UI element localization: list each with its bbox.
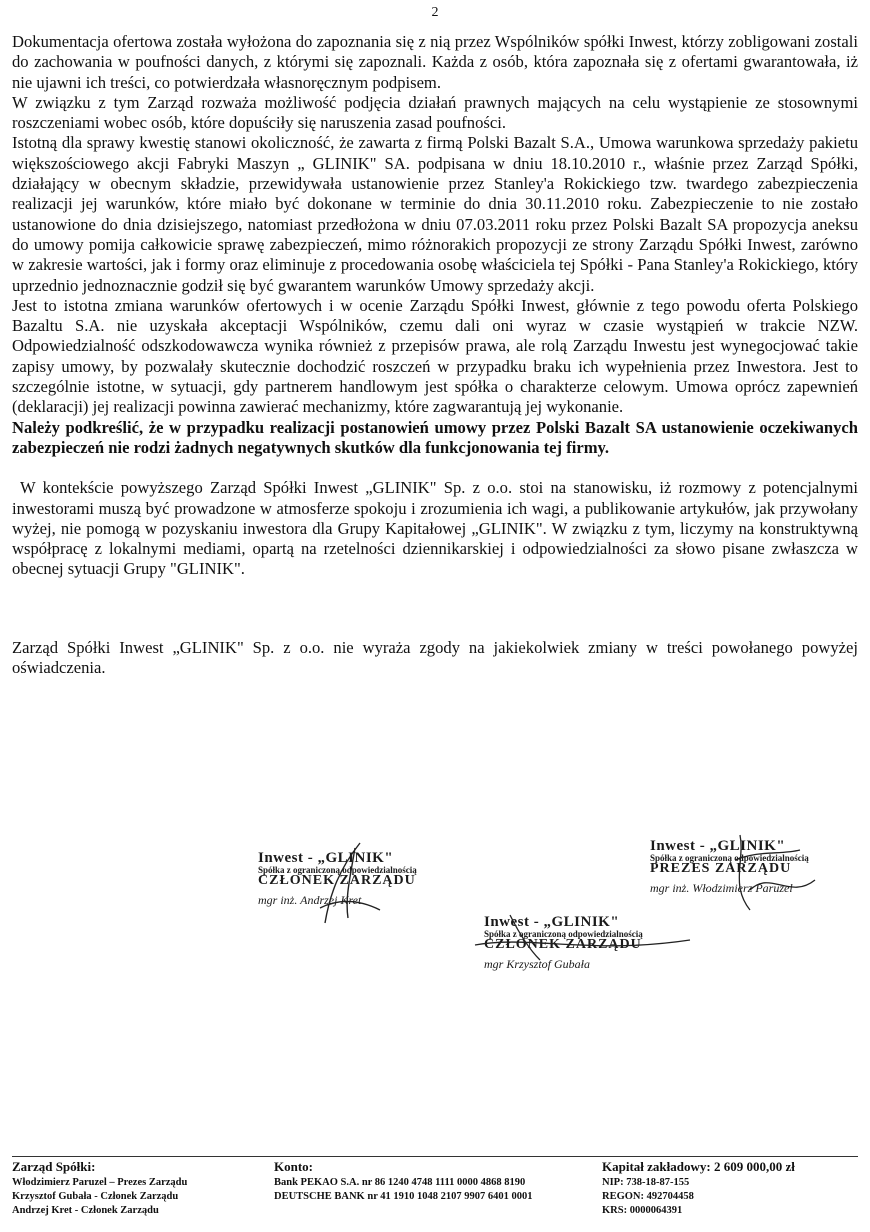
stamp-role: CZŁONEK ZARZĄDU bbox=[484, 937, 642, 952]
document-body bbox=[12, 32, 858, 678]
stamp-company: Inwest - „GLINIK" bbox=[484, 914, 620, 930]
stamp-name: mgr Krzysztof Gubała bbox=[484, 957, 591, 971]
paragraph-terms-change: Jest to istotna zmiana warunków ofertowych i w ocenie Zarządu Spółki Inwest, głównie z tego powodu oferta Polskiego Bazaltu S.A. nie uzyskała akceptacji Wspólników, czemu dali oni wyraz w czasie wystąpień w trakcie NZW. Odpowiedzialność odszkodowawcza wynika również z przepisów prawa, ale rolą Zarządu Inwestu jest wynegocjować takie zapisy umowy, by pozwalały skutecznie dochodzić roszczeń w przypadku braku ich wypełnienia przez Inwestora. Jest to szczególnie istotne, w sytuacji, gdy partnerem handlowym jest spółka o charakterze celowym. Umowa oprócz zapewnień (deklaracji) jej realizacji powinna zawierać mechanizmy, które zagwarantują jej wykonanie. bbox=[12, 295, 858, 417]
footer-board-line: Włodzimierz Paruzel – Prezes Zarządu bbox=[12, 1177, 188, 1188]
stamp-name: mgr inż. Andrzej Kret bbox=[258, 893, 362, 907]
stamp-prezes-zarzadu bbox=[650, 838, 870, 896]
paragraph-confidentiality: Dokumentacja ofertowa została wyłożona do zapoznania się z nią przez Wspólników spółki Inwest, którzy zobligowani zostali do zachowania w poufności danych, z którymi się zapoznali. Każda z osób, która zapoznała się z ofertami gwarantowała, iż nie ujawni ich treści, co potwierdzała własnoręcznym podpisem. bbox=[12, 32, 858, 92]
footer-account bbox=[274, 1159, 604, 1204]
paragraph-emphasis: Należy podkreślić, że w przypadku realizacji postanowień umowy przez Polski Bazalt SA ustanowienie oczekiwanych zabezpieczeń nie rodzi żadnych negatywnych skutków dla funkcjonowania tej firmy. bbox=[12, 417, 858, 457]
footer-board-line: Andrzej Kret - Członek Zarządu bbox=[12, 1205, 159, 1216]
footer-account-heading: Konto: bbox=[274, 1159, 313, 1174]
footer-account-line: DEUTSCHE BANK nr 41 1910 1048 2107 9907 6401 0001 bbox=[274, 1191, 533, 1202]
footer-divider bbox=[12, 1156, 858, 1157]
stamp-company: Inwest - „GLINIK" bbox=[650, 838, 786, 854]
paragraph-no-consent: Zarząd Spółki Inwest „GLINIK" Sp. z o.o. nie wyraża zgody na jakiekolwiek zmiany w treści powołanego powyżej oświadczenia. bbox=[12, 637, 858, 678]
footer-capital bbox=[602, 1159, 862, 1218]
footer-board-heading: Zarząd Spółki: bbox=[12, 1159, 96, 1174]
paragraph-position: W kontekście powyższego Zarząd Spółki Inwest „GLINIK" Sp. z o.o. stoi na stanowisku, iż rozmowy z potencjalnymi inwestorami muszą być prowadzone w atmosferze spokoju i zrozumienia ich wagi, a publikowanie artykułów, jak przywołany wyżej, nie pomogą w pozyskaniu inwestora dla Grupy Kapitałowej „GLINIK". W związku z tym, liczymy na konstruktywną współpracę z lokalnymi mediami, opartą na rzetelności dziennikarskiej i odpowiedzialności za słowo pisane zwłaszcza w obecnej sytuacji Grupy "GLINIK". bbox=[12, 478, 858, 579]
stamp-company: Inwest - „GLINIK" bbox=[258, 850, 394, 866]
footer-capital-line: KRS: 0000064391 bbox=[602, 1205, 683, 1216]
footer-capital-line: NIP: 738-18-87-155 bbox=[602, 1177, 690, 1188]
stamp-company-type: Spółka z ograniczoną odpowiedzialnością bbox=[484, 929, 643, 939]
paragraph-agreement: Istotną dla sprawy kwestię stanowi okoliczność, że zawarta z firmą Polski Bazalt S.A., Umowa warunkowa sprzedaży pakietu większościowego akcji Fabryki Maszyn „ GLINIK" SA. podpisana w dniu 18.10.2010 r., właśnie przez Zarząd Spółki, działający w obecnym składzie, przewidywała ustanowienie przez Stanley'a Rokickiego tzw. twardego zabezpieczenia realizacji jej warunków, które miało być dokonane w terminie do dnia 30.11.2010 roku. Zabezpieczenie to nie zostało ustanowione do dnia dzisiejszego, natomiast przedłożona w dniu 07.03.2011 roku przez Polski Bazalt SA propozycja aneksu do umowy pomija całkowicie sprawę zabezpieczeń, mimo różnorakich propozycji ze strony Zarządu Spółki Inwest, zarówno w zakresie wartości, jak i formy oraz eliminuje z procedowania osobę właściciela tej Spółki - Pana Stanley'a Rokickiego, który uprzednio jednoznacznie godził się być gwarantem warunków Umowy sprzedaży akcji. bbox=[12, 133, 858, 295]
stamp-company-type: Spółka z ograniczoną odpowiedzialnością bbox=[650, 853, 809, 863]
page-number: 2 bbox=[431, 5, 439, 20]
footer-capital-heading: Kapitał zakładowy: 2 609 000,00 zł bbox=[602, 1159, 795, 1174]
footer bbox=[12, 1159, 858, 1229]
footer-board-line: Krzysztof Gubała - Członek Zarządu bbox=[12, 1191, 179, 1202]
stamp-role: CZŁONEK ZARZĄDU bbox=[258, 873, 416, 888]
stamp-czlonek-zarzadu-gubala bbox=[484, 914, 694, 972]
footer-capital-line: REGON: 492704458 bbox=[602, 1191, 694, 1202]
paragraph-legal-action: W związku z tym Zarząd rozważa możliwość podjęcia działań prawnych mających na celu wystąpienie ze stosownymi roszczeniami wobec osób, które dopuściły się naruszenia zasad poufności. bbox=[12, 92, 858, 133]
footer-account-line: Bank PEKAO S.A. nr 86 1240 4748 1111 0000 4868 8190 bbox=[274, 1177, 526, 1188]
stamp-czlonek-zarzadu-kret bbox=[258, 850, 488, 908]
footer-board bbox=[12, 1159, 262, 1218]
stamp-company-type: Spółka z ograniczoną odpowiedzialnością bbox=[258, 865, 417, 875]
stamp-name: mgr inż. Włodzimierz Paruzel bbox=[650, 881, 793, 895]
stamp-role: PREZES ZARZĄDU bbox=[650, 861, 792, 876]
